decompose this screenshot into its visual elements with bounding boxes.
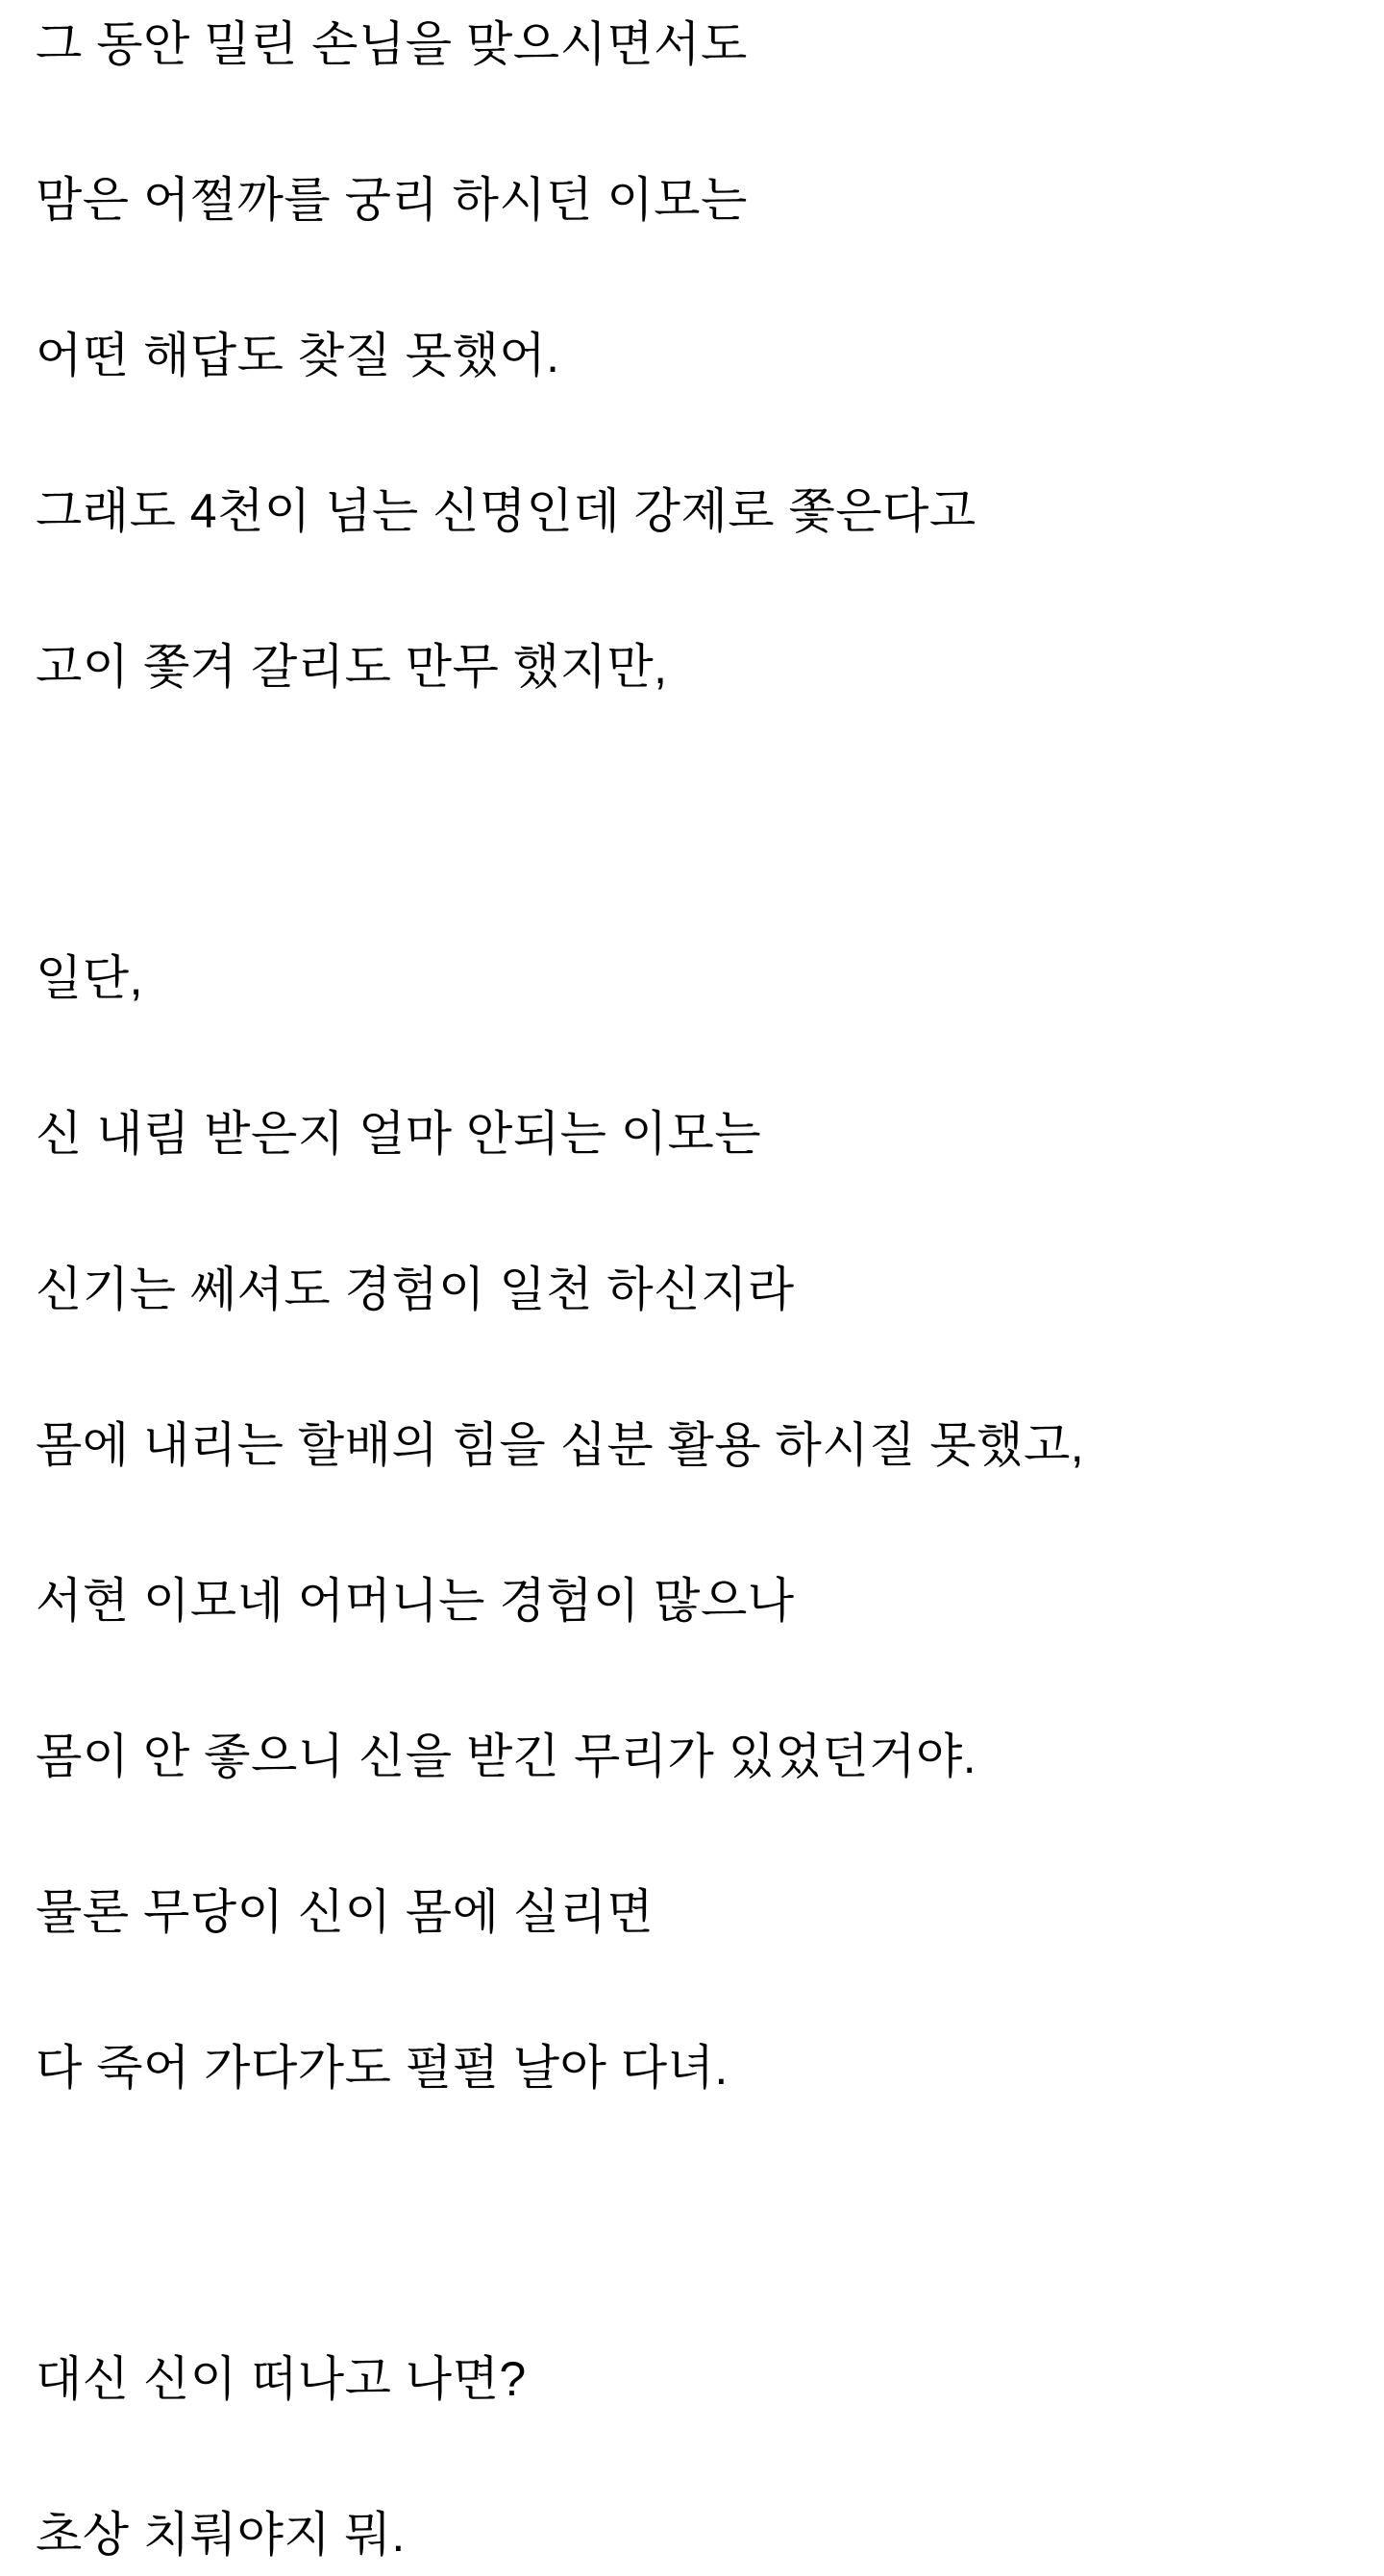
- text-line: 그 동안 밀린 손님을 맞으시면서도: [36, 17, 748, 71]
- text-line: 어떤 해답도 찾질 못했어.: [36, 329, 560, 382]
- text-line: 다 죽어 가다가도 펄펄 날아 다녀.: [36, 2041, 729, 2095]
- text-line: 일단,: [36, 951, 143, 1005]
- text-line: 몸이 안 좋으니 신을 받긴 무리가 있었던거야.: [36, 1730, 977, 1783]
- text-line: 서현 이모네 어머니는 경험이 많으나: [36, 1574, 795, 1628]
- text-body: [36, 17, 1355, 2562]
- text-line: 초상 치뤄야지 뭐.: [36, 2508, 406, 2562]
- text-line: 고이 쫓겨 갈리도 만무 했지만,: [36, 640, 668, 694]
- text-line: 몸에 내리는 할배의 힘을 십분 활용 하시질 못했고,: [36, 1418, 1085, 1472]
- blank-line: [36, 2196, 1355, 2250]
- text-line: 대신 신이 떠나고 나면?: [36, 2352, 527, 2406]
- text-line: 신 내림 받은지 얼마 안되는 이모는: [36, 1107, 762, 1161]
- text-line: 신기는 쎄셔도 경험이 일천 하신지라: [36, 1263, 795, 1316]
- text-line: 물론 무당이 신이 몸에 실리면: [36, 1885, 655, 1939]
- text-line: 맘은 어쩔까를 궁리 하시던 이모는: [36, 173, 748, 227]
- blank-line: [36, 796, 1355, 849]
- text-line: 그래도 4천이 넘는 신명인데 강제로 쫓은다고: [36, 484, 976, 538]
